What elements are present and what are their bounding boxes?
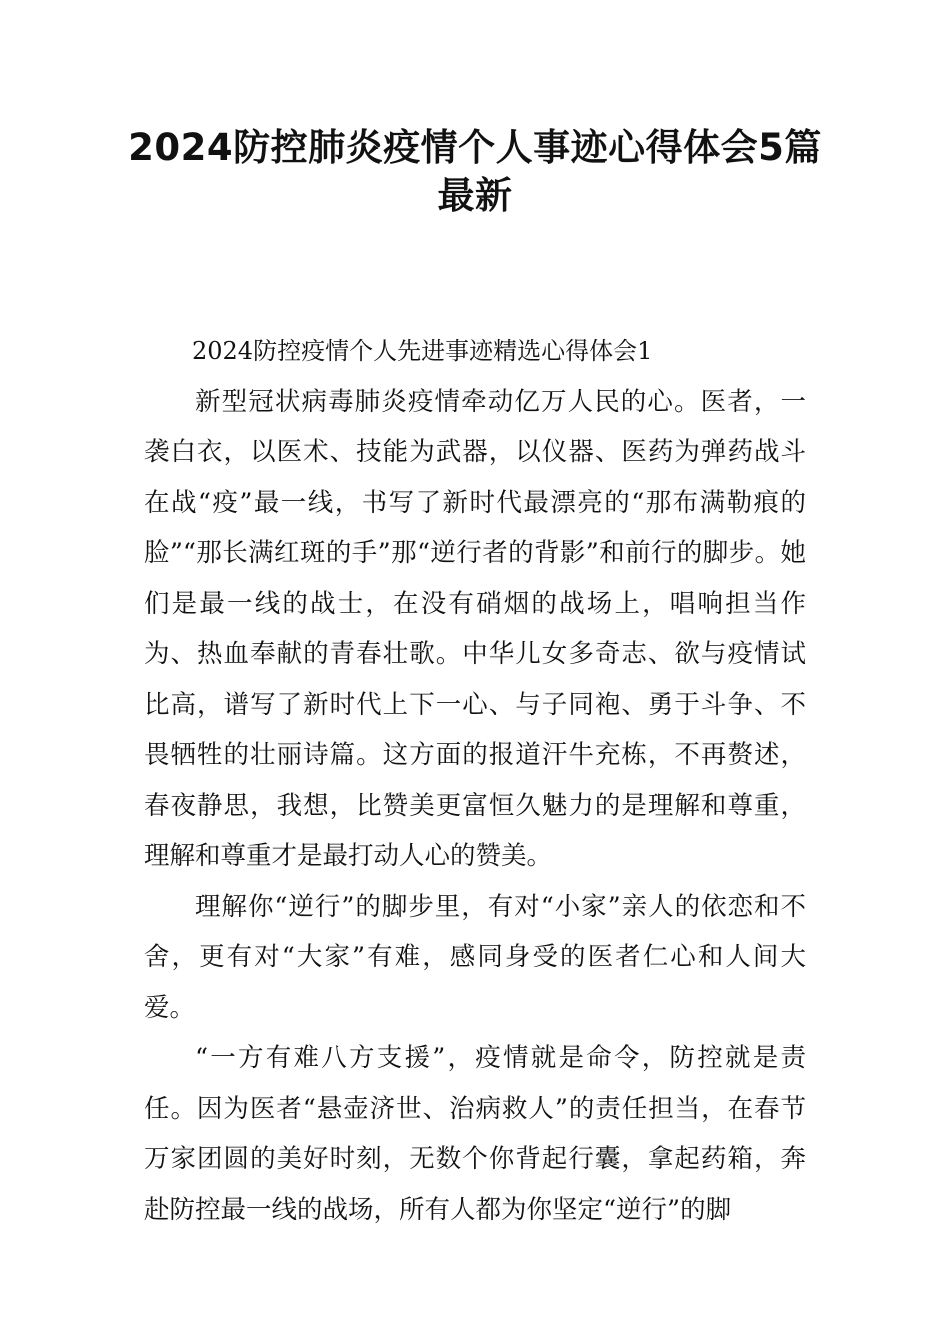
section-subtitle: 2024防控疫情个人先进事迹精选心得体会1: [192, 337, 653, 365]
paragraph: 理解你“逆行”的脚步里，有对“小家”亲人的依恋和不舍，更有对“大家”有难，感同身受的医者仁心和人间大爱。: [144, 891, 806, 1023]
paragraph: “一方有难八方支援”，疫情就是命令，防控就是责任。因为医者“悬壶济世、治病救人”的责任担当，在春节万家团圆的美好时刻，无数个你背起行囊，拿起药箱，奔赴防控最一线的战场，所有人都为你坚定“逆行”的脚: [144, 1043, 806, 1225]
document-body: [144, 326, 806, 1235]
paragraph: 新型冠状病毒肺炎疫情牵动亿万人民的心。医者，一袭白衣，以医术、技能为武器，以仪器、医药为弹药战斗在战“疫”最一线，书写了新时代最漂亮的“那布满勒痕的脸”“那长满红斑的手”那“逆行者的背影”和前行的脚步。她们是最一线的战士，在没有硝烟的战场上，唱响担当作为、热血奉献的青春壮歌。中华儿女多奇志、欲与疫情试比高，谱写了新时代上下一心、与子同袍、勇于斗争、不畏牺牲的壮丽诗篇。这方面的报道汗牛充栋，不再赘述，春夜静思，我想，比赞美更富恒久魅力的是理解和尊重，理解和尊重才是最打动人心的赞美。: [144, 386, 806, 871]
document-title: 2024防控肺炎疫情个人事迹心得体会5篇最新: [128, 126, 822, 217]
